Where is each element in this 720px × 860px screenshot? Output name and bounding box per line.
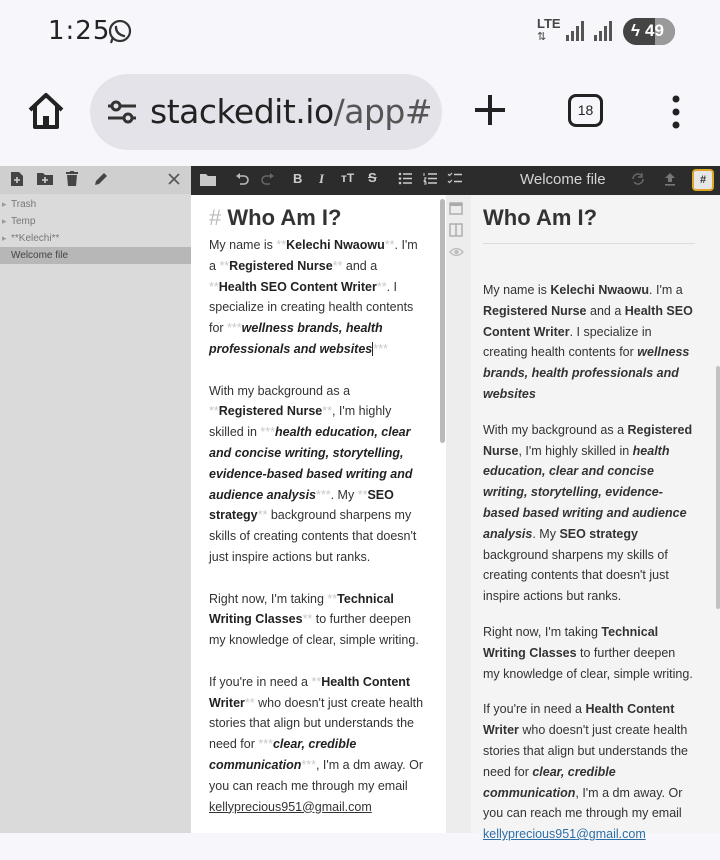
new-file-icon[interactable]	[10, 171, 24, 192]
editor-scrollbar[interactable]	[440, 199, 445, 443]
bullet-list-icon[interactable]	[398, 172, 412, 190]
markdown-editor[interactable]	[191, 195, 446, 833]
editor-paragraph-3: Right now, I'm taking **Technical Writing Classes** to further deepen my knowledge of clear, simple writing.	[209, 591, 419, 648]
bold-icon[interactable]: B	[293, 171, 303, 186]
site-settings-icon[interactable]	[106, 98, 138, 131]
stackedit-app	[0, 166, 720, 842]
folder-toggle-icon[interactable]	[199, 172, 217, 192]
data-arrows-icon: ⇅	[537, 31, 547, 43]
tree-item-temp[interactable]: ▸ Temp	[2, 216, 36, 227]
editor-paragraph-2: With my background as a **Registered Nurse**, I'm highly skilled in ***health education, clear and concise writing, storytelling, evidence-based based writing and audience analysis***. My **SEO strategy** background sharpens my skills of creating contents that doesn't just inspire actions but ranks.	[209, 383, 417, 564]
editor-email: kellyprecious951@gmail.com	[209, 799, 372, 814]
preview-scrollbar[interactable]	[716, 366, 720, 609]
tree-item-welcome-file[interactable]: Welcome file	[0, 247, 191, 264]
pane-divider	[446, 195, 471, 833]
checklist-icon[interactable]	[448, 172, 462, 190]
more-menu-icon[interactable]	[670, 95, 682, 134]
tree-item-kelechi[interactable]: ▸ **Kelechi**	[2, 233, 60, 244]
clock: 1:25	[48, 16, 111, 46]
markdown-hash-button[interactable]: #	[692, 169, 714, 191]
new-folder-icon[interactable]	[36, 171, 54, 191]
preview-paragraph-2: With my background as a Registered Nurse, I'm highly skilled in health education, clear and concise writing, storytelling, evidence-based based writing and audience analysis. My SEO strategy background sharpens my skills of creating contents that doesn't just inspire actions but ranks.	[483, 422, 693, 604]
redo-icon[interactable]	[261, 172, 275, 191]
toggle-navbar-icon[interactable]	[449, 201, 463, 220]
numbered-list-icon[interactable]	[423, 172, 437, 190]
rename-pencil-icon[interactable]	[93, 171, 109, 192]
preview-paragraph-3: Right now, I'm taking Technical Writing Classes to further deepen my knowledge of clear, simple writing.	[483, 624, 693, 681]
close-icon[interactable]	[168, 172, 180, 190]
tab-switcher-button[interactable]: 18	[568, 94, 603, 127]
editor-heading: # Who Am I?	[209, 205, 342, 230]
preview-heading: Who Am I?	[483, 203, 695, 244]
url-text: stackedit.io/app#	[150, 92, 433, 131]
preview-paragraph-1: My name is Kelechi Nwaowu. I'm a Registered Nurse and a Health SEO Content Writer. I specialize in creating health contents for wellness brands, health professionals and websites	[483, 283, 693, 401]
toggle-side-preview-icon[interactable]	[449, 223, 463, 242]
battery-indicator: ϟ 49	[623, 18, 675, 45]
browser-toolbar	[0, 62, 720, 166]
new-tab-icon[interactable]	[472, 92, 508, 133]
strikethrough-icon[interactable]: S	[368, 170, 377, 185]
charging-bolt-icon: ϟ	[631, 21, 640, 40]
sync-icon[interactable]	[631, 172, 645, 191]
email-link[interactable]: kellyprecious951@gmail.com	[483, 827, 646, 842]
signal-icon	[566, 20, 586, 47]
editor-navbar	[191, 166, 720, 195]
explorer-toolbar	[0, 166, 191, 194]
markdown-preview	[471, 195, 720, 842]
tree-item-trash[interactable]: ▸ Trash	[2, 199, 37, 210]
editor-paragraph-4: If you're in need a **Health Content Writer** who doesn't just create health stories that align but understands the need for ***clear, credible communication***, I'm a dm away. Or you can reach me through my email kellyprecious951@gmail.com	[209, 674, 424, 814]
status-bar	[0, 0, 720, 62]
signal-icon-2	[594, 20, 614, 47]
undo-icon[interactable]	[235, 172, 249, 191]
document-title[interactable]: Welcome file	[520, 171, 606, 188]
whatsapp-icon	[106, 18, 134, 51]
home-icon[interactable]	[26, 92, 66, 135]
network-type: LTE ⇅	[537, 16, 561, 43]
preview-paragraph-4: If you're in need a Health Content Writer who doesn't just create health stories that align but understands the need for clear, credible communication, I'm a dm away. Or you can reach me through my email kellyprecious951@gmail.com	[483, 702, 688, 842]
editor-paragraph-1: My name is **Kelechi Nwaowu**. I'm a **Registered Nurse** and a **Health SEO Content Writer**. I specialize in creating health contents for ***wellness brands, health professionals and websites***	[209, 238, 418, 356]
publish-icon[interactable]	[663, 172, 677, 191]
address-bar[interactable]	[90, 74, 442, 150]
trash-icon[interactable]	[66, 171, 78, 191]
file-tree	[0, 196, 191, 264]
file-explorer	[0, 166, 191, 833]
heading-icon[interactable]: тТ	[341, 171, 355, 185]
preview-eye-icon[interactable]	[449, 245, 464, 263]
italic-icon[interactable]: I	[319, 171, 325, 186]
